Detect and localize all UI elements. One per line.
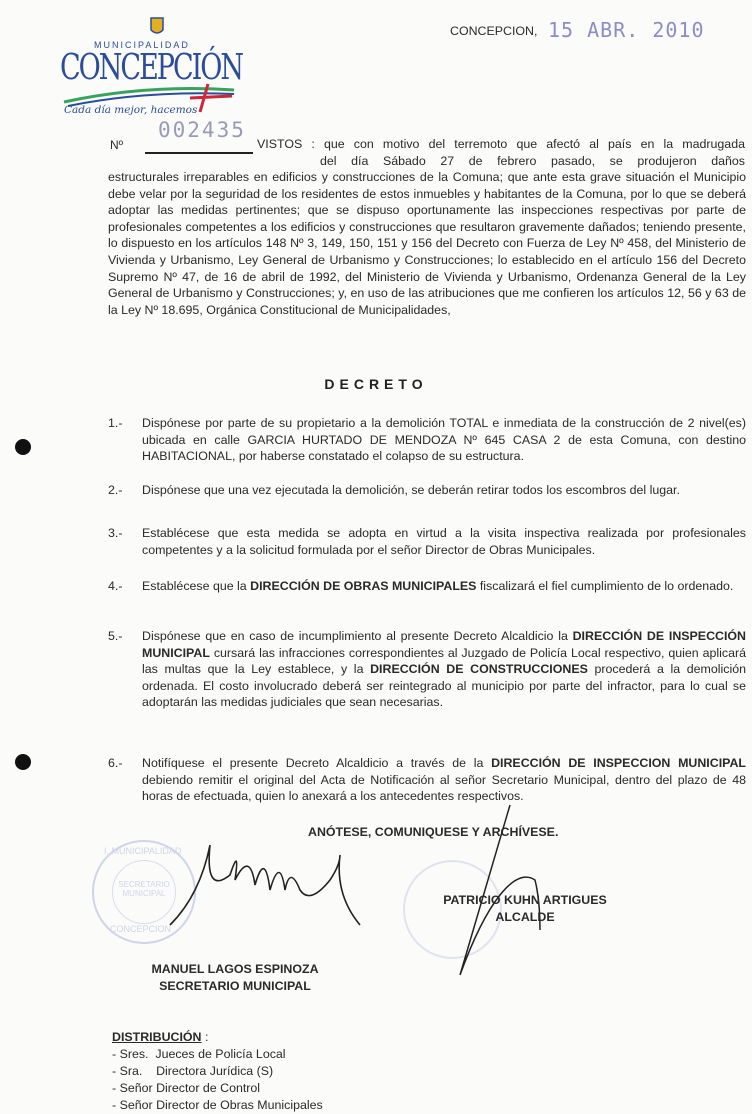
vistos-lead: VISTOS : que con motivo del terremoto que afectó al país en la madrugada [257, 137, 745, 151]
decreto-heading: DECRETO [324, 376, 428, 392]
place-label: CONCEPCION, [450, 24, 538, 38]
closing-formula: ANÓTESE, COMUNIQUESE Y ARCHÍVESE. [308, 825, 559, 839]
distribution-title: DISTRIBUCIÓN [112, 1030, 202, 1044]
item-number: 6.- [108, 756, 123, 770]
decree-item-3 [108, 525, 746, 558]
item-number: 2.- [108, 483, 123, 497]
number-underline [145, 152, 253, 154]
text-run: cursará las infracciones correspondientes al Juzgado de Policía Local respectivo, quien aplicará las multas que la Ley establece, y la [142, 645, 746, 677]
item-text [142, 628, 746, 711]
text-run: procederá a la demolición ordenada. El costo involucrado deberá ser reintegrado al municipio por parte del infractor, para lo cual se adoptarán las medidas judiciales que sean necesarias. [142, 662, 746, 710]
distribution-item: - Sra. Directora Jurídica (S) [112, 1064, 274, 1078]
date-stamp: 15 ABR. 2010 [548, 18, 705, 42]
distribution-item: - Señor Director de Obras Municipales [112, 1098, 323, 1112]
number-label: Nº [110, 138, 124, 152]
vistos-body: estructurales irreparables en edificios y construcciones de la Comuna; que ante esta grave situación el Municipio debe velar por la seguridad de los residentes de estos inmuebles y habitantes de la Comuna, por lo que se deberá adoptar las medidas pertinentes; que se dispuso oportunamente las inspecciones respectivas por parte de profesionales competentes a los edificios y construcciones que resultaron gravemente dañados; teniendo presente, lo dispuesto en los artículos 148 Nº 3, 149, 150, 151 y 156 del Decreto con Fuerza de Ley Nº 458, del Ministerio de Vivienda y Urbanismo, Ley General de Urbanismo y Construcciones; lo establecido en el artículo 156 del Decreto Supremo Nº 47, de 16 de abril de 1992, del Ministerio de Vivienda y Urbanismo, Ordenanza General de la Ley General de Urbanismo y Construcciones; y, en uso de las atribuciones que me confieren los artículos 12, 56 y 63 de la Ley Nº 18.695, Orgánica Constitucional de Municipalidades, [108, 170, 746, 317]
item-text [142, 578, 746, 595]
logo-concepcion: CONCEPCIÓN [60, 48, 243, 89]
text-run: Establécese que la [142, 579, 251, 593]
decree-number-stamp: 002435 [158, 118, 246, 142]
secretary-signature [160, 835, 380, 935]
mayor-name: PATRICIO KUHN ARTIGUES [443, 893, 607, 907]
text-run: Dispónese que en caso de incumplimiento al presente Decreto Alcaldicio la [142, 629, 573, 643]
secretary-title: SECRETARIO MUNICIPAL [159, 979, 311, 993]
item-number: 5.- [108, 629, 123, 643]
decree-item-2 [108, 482, 746, 499]
mayor-title: ALCALDE [495, 910, 555, 924]
seal-text-top: I. MUNICIPALIDAD [104, 846, 182, 856]
decree-item-4 [108, 578, 746, 595]
item-number: 3.- [108, 526, 123, 540]
punch-hole [15, 754, 31, 770]
distribution-heading [112, 1029, 323, 1046]
distribution-colon: : [204, 1030, 209, 1044]
municipal-logo [58, 14, 243, 124]
text-run: debiendo remitir el original del Acta de Notificación al señor Secretario Municipal, dentro del plazo de 48 horas de efectuada, quien lo anexará a los antecedentes respectivos. [142, 772, 746, 804]
item-text: Dispónese que una vez ejecutada la demolición, se deberán retirar todos los escombros del lugar. [142, 483, 680, 497]
decree-item-1 [108, 415, 746, 465]
bold-run: DIRECCIÓN DE INSPECCION MUNICIPAL [491, 756, 747, 770]
bold-run: DIRECCIÓN DE INSPECCIÓN MUNICIPAL [142, 629, 746, 660]
logo-municipalidad: MUNICIPALIDAD [94, 40, 190, 50]
item-text [142, 755, 746, 805]
distribution-item: - Señor Director de Control [112, 1081, 261, 1095]
secretary-name: MANUEL LAGOS ESPINOZA [151, 962, 319, 976]
item-text: Establécese que esta medida se adopta en virtud a la visita inspectiva realizada por profesionales competentes y a la solicitud formulada por el señor Director de Obras Municipales. [142, 526, 746, 557]
decree-item-6 [108, 755, 746, 805]
seal-text-center: SECRETARIO MUNICIPAL [118, 880, 170, 898]
item-number: 1.- [108, 416, 123, 430]
decree-item-5 [108, 628, 746, 711]
distribution [112, 1029, 323, 1114]
vistos-line2: del día Sábado 27 de febrero pasado, se produjeron daños [320, 154, 745, 168]
logo-slogan: Cada día mejor, hacemos [64, 104, 198, 116]
punch-hole [15, 439, 31, 455]
seal-text-bottom: CONCEPCION [110, 924, 172, 934]
text-run: Notifíquese el presente Decreto Alcaldicio a través de la [142, 756, 492, 770]
item-text: Dispónese por parte de su propietario a la demolición TOTAL e inmediata de la construcción de 2 nivel(es) ubicada en calle GARCIA HURTADO DE MENDOZA Nº 645 CASA 2 de esta Comuna, con destino HABITACIONAL, por haberse constatado el colapso de su estructura. [142, 416, 746, 464]
text-run: fiscalizará el fiel cumplimiento de lo ordenado. [476, 579, 734, 593]
bold-run: DIRECCIÓN DE OBRAS MUNICIPALES [250, 579, 477, 593]
distribution-item: - Sres. Jueces de Policía Local [112, 1047, 286, 1061]
item-number: 4.- [108, 579, 123, 593]
mayor-signature [440, 800, 560, 980]
bold-run: DIRECCIÓN DE CONSTRUCCIONES [370, 662, 588, 677]
